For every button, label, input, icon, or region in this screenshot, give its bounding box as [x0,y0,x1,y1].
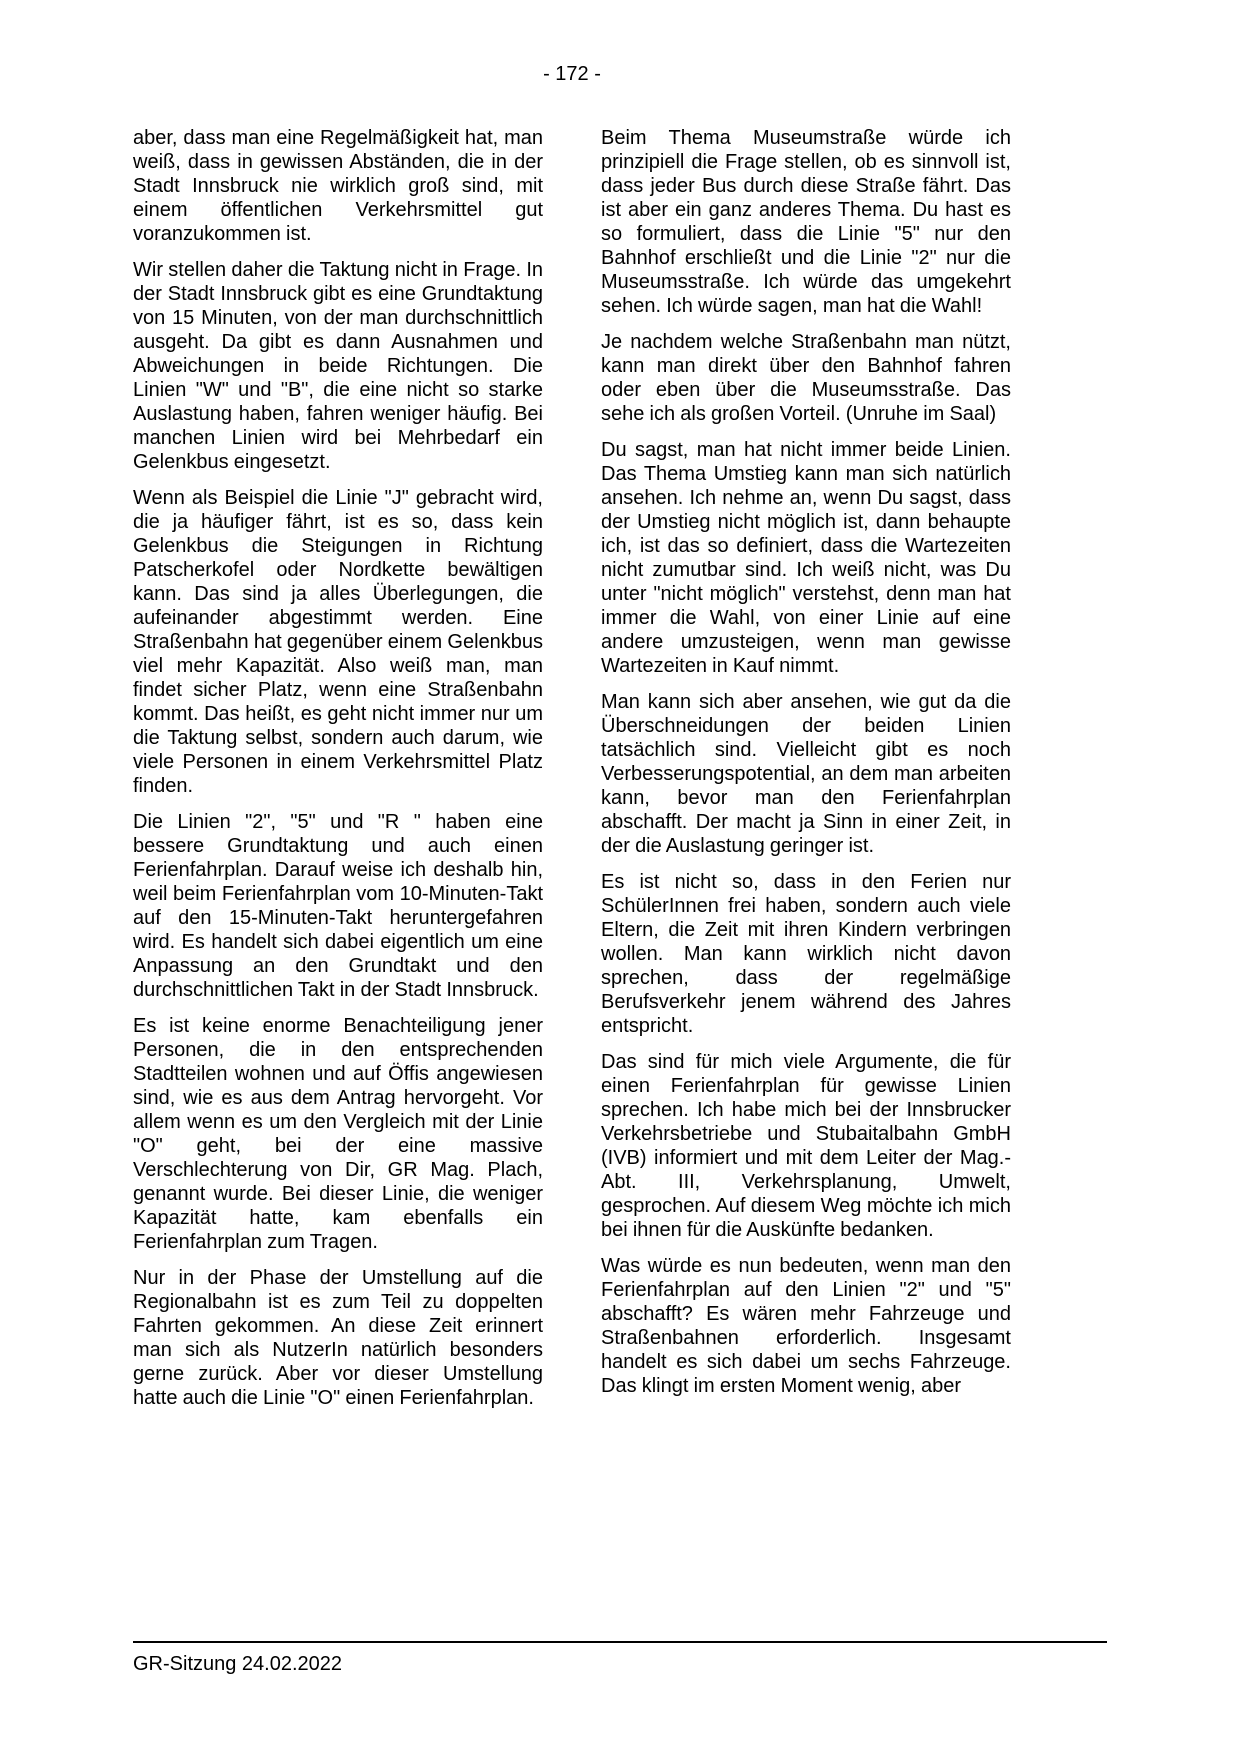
left-column [133,126,543,1422]
paragraph: Es ist keine enorme Benachteiligung jener Personen, die in den entsprechenden Stadtteilen wohnen und auf Öffis angewiesen sind, wie es aus dem Antrag hervorgeht. Vor allem wenn es um den Vergleich mit der Linie "O" geht, bei der eine massive Verschlechterung von Dir, GR Mag. Plach, genannt wurde. Bei dieser Linie, die weniger Kapazität hatte, kam ebenfalls ein Ferienfahrplan zum Tragen. [133,1015,543,1253]
paragraph: Nur in der Phase der Umstellung auf die Regionalbahn ist es zum Teil zu doppelten Fahrten gekommen. An diese Zeit erinnert man sich als NutzerIn natürlich besonders gerne zurück. Aber vor dieser Umstellung hatte auch die Linie "O" einen Ferienfahrplan. [133,1267,543,1409]
page-number: - 172 - [543,63,601,85]
paragraph: Man kann sich aber ansehen, wie gut da die Überschneidungen der beiden Linien tatsächlich sind. Vielleicht gibt es noch Verbesserungspotential, an dem man arbeiten kann, bevor man den Ferienfahrplan abschafft. Der macht ja Sinn in einer Zeit, in der die Auslastung geringer ist. [601,691,1011,857]
right-column [601,126,1011,1422]
paragraph: Wir stellen daher die Taktung nicht in Frage. In der Stadt Innsbruck gibt es eine Grundtaktung von 15 Minuten, von der man durchschnittlich ausgeht. Da gibt es dann Ausnahmen und Abweichungen in beide Richtungen. Die Linien "W" und "B", die eine nicht so starke Auslastung haben, fahren weniger häufig. Bei manchen Linien wird bei Mehrbedarf ein Gelenkbus eingesetzt. [133,259,543,473]
paragraph: Du sagst, man hat nicht immer beide Linien. Das Thema Umstieg kann man sich natürlich ansehen. Ich nehme an, wenn Du sagst, dass der Umstieg nicht möglich ist, dann behaupte ich, ist das so definiert, dass die Wartezeiten nicht zumutbar sind. Ich weiß nicht, was Du unter "nicht möglich" verstehst, denn man hat immer die Wahl, von einer Linie auf eine andere umzusteigen, wenn man gewisse Wartezeiten in Kauf nimmt. [601,439,1011,677]
page-footer [133,1641,1107,1676]
two-column-text [133,126,1011,1422]
paragraph: Wenn als Beispiel die Linie "J" gebracht wird, die ja häufiger fährt, ist es so, dass kein Gelenkbus die Steigungen in Richtung Patscherkofel oder Nordkette bewältigen kann. Das sind ja alles Überlegungen, die aufeinander abgestimmt werden. Eine Straßenbahn hat gegenüber einem Gelenkbus viel mehr Kapazität. Also weiß man, man findet sicher Platz, wenn eine Straßenbahn kommt. Das heißt, es geht nicht immer nur um die Taktung selbst, sondern auch darum, wie viele Personen in einem Verkehrsmittel Platz finden. [133,487,543,797]
paragraph: Die Linien "2", "5" und "R " haben eine bessere Grundtaktung und auch einen Ferienfahrplan. Darauf weise ich deshalb hin, weil beim Ferienfahrplan vom 10-Minuten-Takt auf den 15-Minuten-Takt heruntergefahren wird. Es handelt sich dabei eigentlich um eine Anpassung an den Grundtakt und den durchschnittlichen Takt in der Stadt Innsbruck. [133,811,543,1001]
paragraph: Beim Thema Museumstraße würde ich prinzipiell die Frage stellen, ob es sinnvoll ist, dass jeder Bus durch diese Straße fährt. Das ist aber ein ganz anderes Thema. Du hast es so formuliert, dass die Linie "5" nur den Bahnhof erschließt und die Linie "2" nur die Museumsstraße. Ich würde das umgekehrt sehen. Ich würde sagen, man hat die Wahl! [601,127,1011,317]
paragraph: Es ist nicht so, dass in den Ferien nur SchülerInnen frei haben, sondern auch viele Eltern, die Zeit mit ihren Kindern verbringen wollen. Man kann wirklich nicht davon sprechen, dass der regelmäßige Berufsverkehr jenem während des Jahres entspricht. [601,871,1011,1037]
footer-session-label: GR-Sitzung 24.02.2022 [133,1653,343,1675]
paragraph: Was würde es nun bedeuten, wenn man den Ferienfahrplan auf den Linien "2" und "5" abschafft? Es wären mehr Fahrzeuge und Straßenbahnen erforderlich. Insgesamt handelt es sich dabei um sechs Fahrzeuge. Das klingt im ersten Moment wenig, aber [601,1255,1011,1397]
paragraph: Das sind für mich viele Argumente, die für einen Ferienfahrplan für gewisse Linien sprechen. Ich habe mich bei der Innsbrucker Verkehrsbetriebe und Stubaitalbahn GmbH (IVB) informiert und mit dem Leiter der Mag.-Abt. III, Verkehrsplanung, Umwelt, gesprochen. Auf diesem Weg möchte ich mich bei ihnen für die Auskünfte bedanken. [601,1051,1011,1241]
paragraph: Je nachdem welche Straßenbahn man nützt, kann man direkt über den Bahnhof fahren oder eben über die Museumsstraße. Das sehe ich als großen Vorteil. (Unruhe im Saal) [601,331,1011,425]
paragraph: aber, dass man eine Regelmäßigkeit hat, man weiß, dass in gewissen Abständen, die in der Stadt Innsbruck nie wirklich groß sind, mit einem öffentlichen Verkehrsmittel gut voranzukommen ist. [133,127,543,245]
